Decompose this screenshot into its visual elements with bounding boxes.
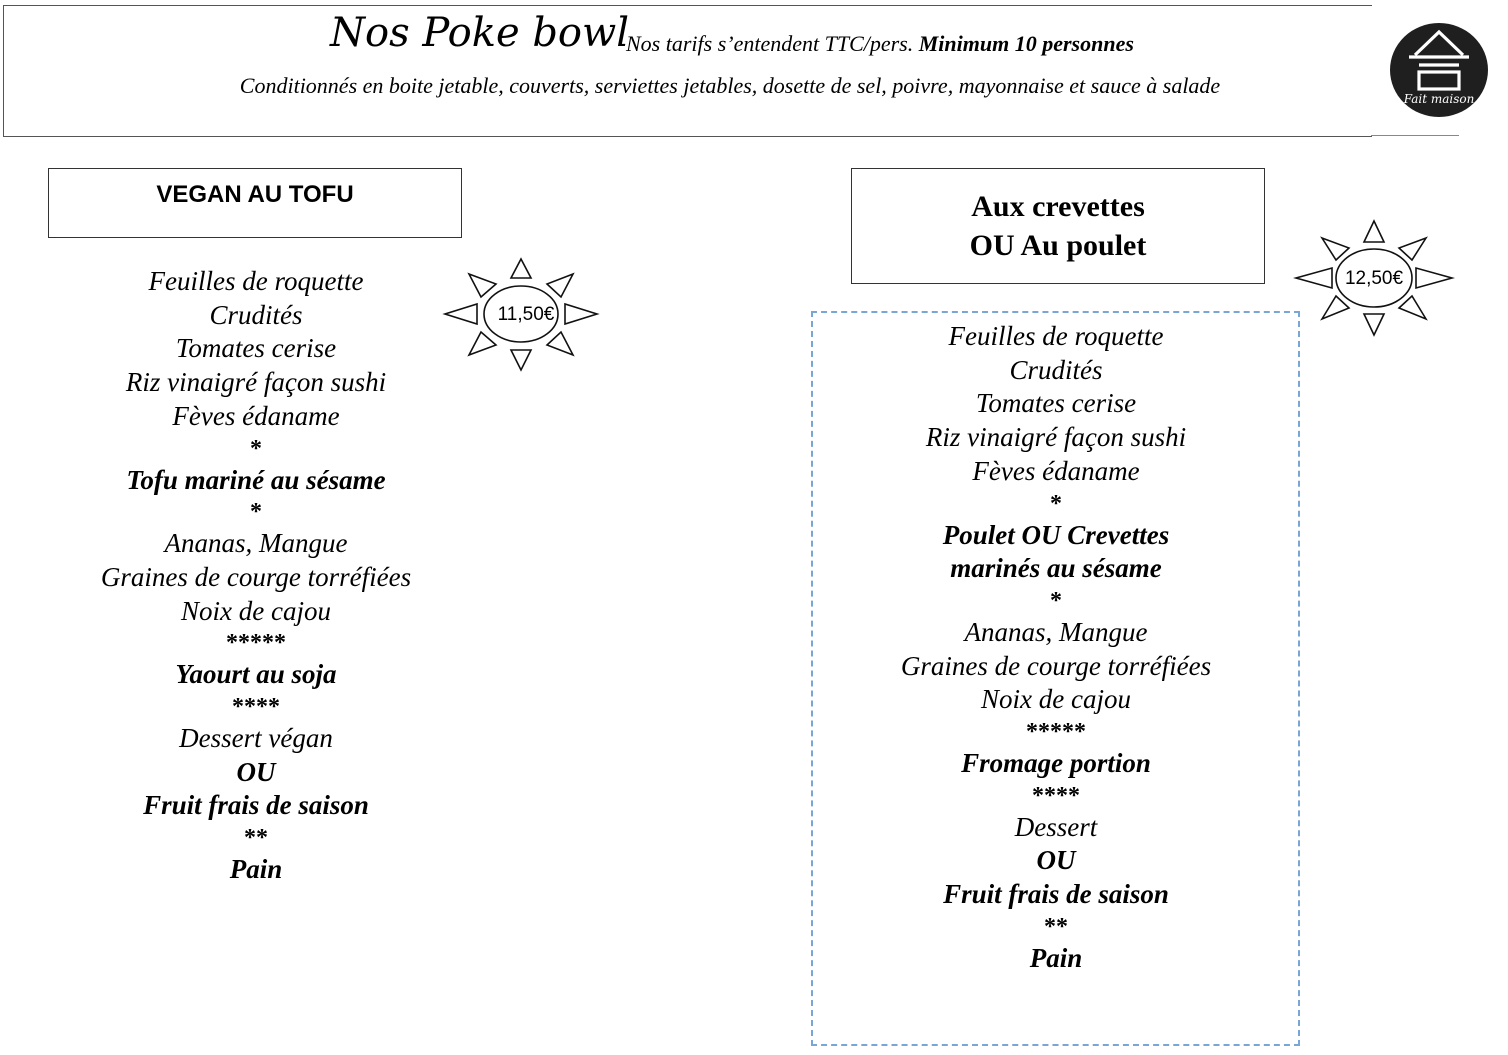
menu-item: Graines de courge torréfiées — [900, 650, 1212, 681]
menu-item: Ananas, Mangue — [964, 616, 1148, 647]
menu-item: Tofu mariné au sésame — [126, 464, 386, 495]
header-frame — [3, 5, 1372, 137]
menu-item: Feuilles de roquette — [948, 321, 1164, 351]
vegan-label-text: VEGAN AU TOFU — [156, 181, 354, 208]
vegan-label — [48, 168, 462, 238]
menu-item: Fruit frais de saison — [143, 790, 369, 821]
menu-item: Fèves édaname — [972, 455, 1140, 486]
menu-item: Yaourt au soja — [175, 659, 337, 690]
vegan-price: 11,50€ — [497, 304, 555, 325]
conditions-note: Conditionnés en boite jetable, couverts, serviettes jetables, dosette de sel, poivre, mayonnaise et sauce à salade — [239, 73, 1221, 98]
menu-item: Fromage portion — [961, 748, 1151, 779]
menu-item: Riz vinaigré façon sushi — [125, 367, 387, 398]
menu-item: Noix de cajou — [181, 595, 331, 626]
menu-item: Crudités — [209, 299, 303, 330]
menu-item: Feuilles de roquette — [148, 266, 364, 296]
meat-label-line1: Aux crevettes — [971, 190, 1145, 223]
page-title: Nos Poke bowl — [330, 10, 630, 56]
separator-stars: **** — [1032, 782, 1080, 809]
header-rule — [1371, 135, 1459, 136]
separator-stars: * — [250, 435, 262, 462]
tarifs-text: Nos tarifs s’entendent TTC/pers. — [626, 31, 914, 56]
menu-item: Tomates cerise — [175, 333, 337, 364]
menu-item: Ananas, Mangue — [164, 528, 348, 559]
menu-item: Pain — [1029, 942, 1083, 973]
menu-item: OU — [1036, 845, 1076, 876]
separator-stars: * — [1050, 587, 1062, 614]
separator-stars: ** — [244, 825, 268, 852]
meat-price: 12,50€ — [1344, 268, 1404, 289]
menu-item: Fruit frais de saison — [943, 879, 1169, 910]
separator-stars: * — [250, 499, 262, 526]
minimum-note: Minimum 10 personnes — [918, 31, 1134, 56]
menu-item: Fèves édaname — [172, 400, 340, 431]
vegan-menu-list — [56, 265, 456, 887]
separator-stars: ***** — [226, 630, 286, 657]
fait-maison-logo — [1389, 22, 1489, 118]
separator-stars: ** — [1044, 913, 1068, 940]
menu-item: Poulet OU Crevettes — [942, 519, 1170, 550]
menu-item: marinés au sésame — [950, 553, 1162, 584]
meat-label-line2: OU Au poulet — [969, 229, 1147, 262]
menu-item: Crudités — [1009, 354, 1103, 385]
price-sun-badge-meat — [1292, 218, 1456, 338]
tarifs-note — [626, 31, 1134, 57]
menu-item: Riz vinaigré façon sushi — [925, 422, 1187, 453]
separator-stars: ***** — [1026, 719, 1086, 746]
menu-item: Pain — [229, 854, 283, 885]
menu-item: Dessert végan — [179, 723, 333, 754]
separator-stars: * — [1050, 490, 1062, 517]
separator-stars: **** — [232, 694, 280, 721]
menu-item: Tomates cerise — [975, 388, 1137, 419]
logo-text: Fait maison — [1403, 92, 1475, 106]
menu-item: Graines de courge torréfiées — [100, 561, 412, 592]
menu-item: Noix de cajou — [981, 684, 1131, 715]
meat-label — [851, 168, 1265, 284]
menu-item: OU — [236, 756, 276, 787]
price-sun-badge-vegan — [441, 256, 601, 374]
menu-item: Dessert — [1014, 811, 1098, 842]
meat-menu-list — [856, 320, 1256, 976]
